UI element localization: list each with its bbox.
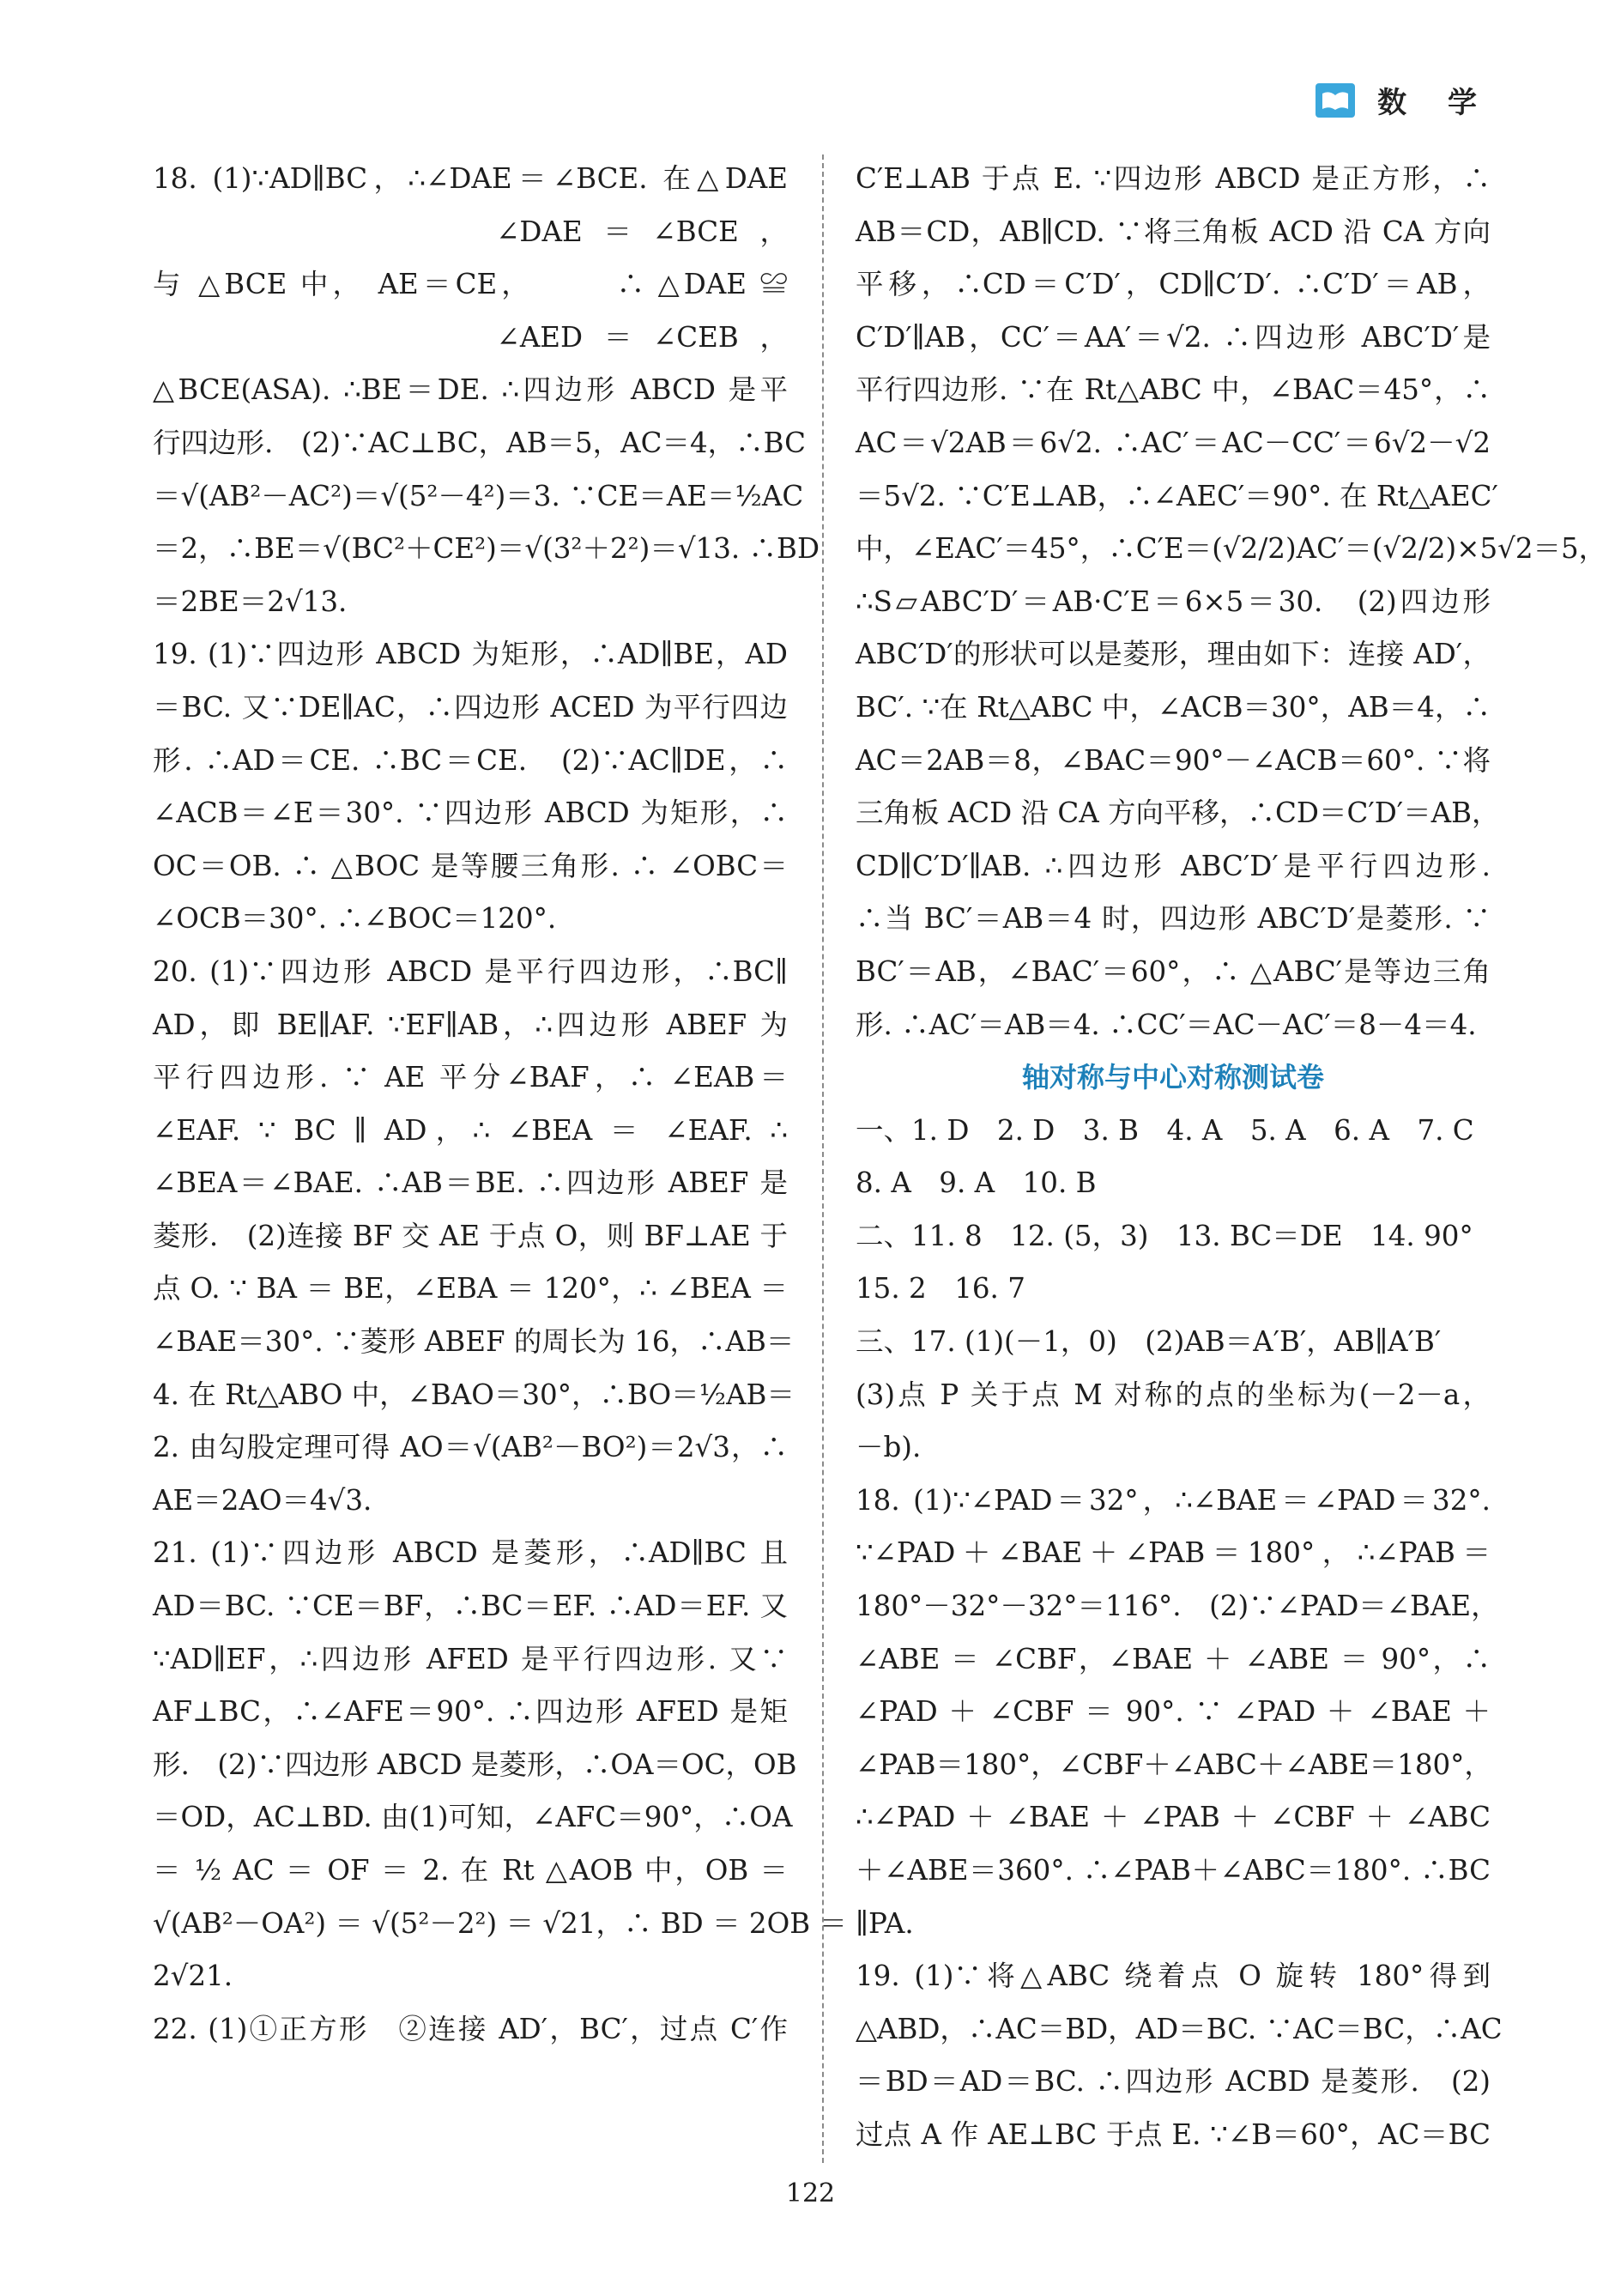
answer-line: ＝BC. 又∵DE∥AC，∴四边形 ACED 为平行四边 [153, 690, 788, 724]
answer-line: 与 △BCE 中， AE＝CE， ∴ △DAE ≌ [153, 268, 788, 301]
left-answer-column [153, 153, 847, 2056]
answer-line: 行四边形. (2)∵AC⊥BC，AB＝5，AC＝4，∴BC [153, 426, 807, 459]
answer-line: ∵∠PAD＋∠BAE＋∠PAB＝180°，∴∠PAB＝ [856, 1536, 1491, 1570]
answer-line: ＝√(AB²－AC²)＝√(5²－4²)＝3. ∵CE＝AE＝½AC [153, 479, 804, 512]
answer-line: ∵AD∥EF，∴四边形 AFED 是平行四边形. 又∵ [153, 1642, 788, 1675]
answer-line: 过点 A 作 AE⊥BC 于点 E. ∵∠B＝60°，AC＝BC [856, 2117, 1491, 2151]
answer-line: √(AB²－OA²) ＝ √(5²－2²) ＝ √21，∴ BD ＝ 2OB ＝ [153, 1906, 847, 1940]
answer-line: 点 O. ∵ BA ＝ BE，∠EBA ＝ 120°，∴ ∠BEA ＝ [153, 1272, 788, 1306]
answer-line: C′E⊥AB 于点 E. ∵四边形 ABCD 是正方形，∴ [856, 162, 1491, 195]
answer-line: 形. ∴AD＝CE. ∴BC＝CE. (2)∵AC∥DE，∴ [153, 743, 788, 777]
answer-line: ∴∠PAD＋∠BAE＋∠PAB＋∠CBF＋∠ABC [856, 1801, 1491, 1834]
book-logo-icon [1316, 83, 1355, 118]
answer-line: AD＝BC. ∵CE＝BF，∴BC＝EF. ∴AD＝EF. 又 [153, 1590, 788, 1623]
answer-line: 20. (1)∵四边形 ABCD 是平行四边形，∴BC∥ [153, 954, 788, 988]
page-header [1316, 79, 1492, 121]
answer-line: 8. A 9. A 10. B [856, 1166, 1097, 1200]
answer-line: ∠PAD ＋ ∠CBF ＝ 90°. ∵ ∠PAD ＋ ∠BAE ＋ [856, 1695, 1491, 1729]
answer-line: ∠DAE＝∠BCE， [153, 215, 788, 248]
answer-line: 菱形. (2)连接 BF 交 AE 于点 O，则 BF⊥AE 于 [153, 1219, 788, 1252]
answer-line: 二、11. 8 12. (5，3) 13. BC＝DE 14. 90° [856, 1219, 1473, 1252]
answer-line: ＝2BE＝2√13. [153, 585, 348, 618]
answer-line: ∠BAE＝30°. ∵菱形 ABEF 的周长为 16，∴AB＝ [153, 1325, 795, 1359]
answer-line: AF⊥BC，∴∠AFE＝90°. ∴四边形 AFED 是矩 [153, 1695, 788, 1729]
answer-line: AC＝2AB＝8，∠BAC＝90°－∠ACB＝60°. ∵将 [856, 743, 1491, 777]
answer-line: 形. (2)∵四边形 ABCD 是菱形，∴OA＝OC，OB [153, 1748, 797, 1781]
answer-line: 18. (1)∵∠PAD＝32°，∴∠BAE＝∠PAD＝32°. [856, 1483, 1491, 1517]
answer-line: AC＝√2AB＝6√2. ∴AC′＝AC－CC′＝6√2－√2 [856, 426, 1491, 459]
right-answer-column [856, 153, 1607, 2162]
answer-line: ＝BD＝AD＝BC. ∴四边形 ACBD 是菱形. (2) [856, 2065, 1491, 2099]
answer-line: ABC′D′的形状可以是菱形，理由如下：连接 AD′， [856, 638, 1491, 671]
answer-line: (3)点 P 关于点 M 对称的点的坐标为(－2－a， [856, 1378, 1491, 1411]
answer-line: ＝2，∴BE＝√(BC²＋CE²)＝√(3²＋2²)＝√13. ∴BD [153, 532, 820, 566]
answer-line: 平行四边形. ∵在 Rt△ABC 中，∠BAC＝45°，∴ [856, 373, 1491, 407]
answer-line: △ABD，∴AC＝BD，AD＝BC. ∵AC＝BC，∴AC [856, 2012, 1503, 2045]
answer-line: C′D′∥AB，CC′＝AA′＝√2. ∴四边形 ABC′D′是 [856, 320, 1491, 354]
answer-line: 180°－32°－32°＝116°. (2)∵∠PAD＝∠BAE， [856, 1590, 1499, 1623]
answer-line: 19. (1)∵将△ABC 绕着点 O 旋转 180°得到 [856, 1960, 1491, 1993]
answer-line: 2√21. [153, 1960, 233, 1993]
answer-line: ∥PA. [856, 1906, 914, 1940]
answer-line: ∠EAF. ∵ BC ∥ AD，∴ ∠BEA ＝ ∠EAF. ∴ [153, 1113, 788, 1147]
answer-line: ＝ ½ AC ＝ OF ＝ 2. 在 Rt △AOB 中，OB ＝ [153, 1854, 788, 1887]
answer-line: AB＝CD，AB∥CD. ∵将三角板 ACD 沿 CA 方向 [856, 215, 1491, 248]
answer-line: 22. (1)①正方形 ②连接 AD′，BC′，过点 C′作 [153, 2012, 788, 2045]
subject-title: 数 学 [1377, 86, 1492, 120]
answer-line: ∠AED＝∠CEB， [153, 320, 788, 354]
answer-line: 形. ∴AC′＝AB＝4. ∴CC′＝AC－AC′＝8－4＝4. [856, 1008, 1477, 1041]
answer-line: 三、17. (1)(－1，0) (2)AB＝A′B′，AB∥A′B′ [856, 1325, 1442, 1359]
page-number: 122 [785, 2178, 836, 2208]
column-divider [822, 154, 824, 2163]
answer-line: ∴当 BC′＝AB＝4 时，四边形 ABC′D′是菱形. ∵ [856, 902, 1491, 936]
answer-line: 15. 2 16. 7 [856, 1272, 1025, 1306]
answer-line: 4. 在 Rt△ABO 中，∠BAO＝30°，∴BO＝½AB＝ [153, 1378, 795, 1411]
answer-line: 2. 由勾股定理可得 AO＝√(AB²－BO²)＝2√3，∴ [153, 1431, 788, 1464]
answer-line: ∠ABE ＝ ∠CBF，∠BAE ＋ ∠ABE ＝ 90°，∴ [856, 1642, 1491, 1675]
answer-line: △BCE(ASA). ∴BE＝DE. ∴四边形 ABCD 是平 [153, 373, 788, 407]
answer-line: ∠BEA＝∠BAE. ∴AB＝BE. ∴四边形 ABEF 是 [153, 1166, 788, 1200]
answer-line: 18. (1)∵AD∥BC，∴∠DAE＝∠BCE. 在△DAE [153, 162, 788, 195]
answer-line: 19. (1)∵四边形 ABCD 为矩形，∴AD∥BE，AD [153, 638, 788, 671]
answer-line: OC＝OB. ∴ △BOC 是等腰三角形. ∴ ∠OBC＝ [153, 849, 788, 882]
answer-line: CD∥C′D′∥AB. ∴四边形 ABC′D′是平行四边形. [856, 849, 1491, 882]
answer-line: 平移，∴CD＝C′D′，CD∥C′D′. ∴C′D′＝AB， [856, 268, 1491, 301]
answer-line: －b). [856, 1431, 922, 1464]
answer-line: ∴S▱ABC′D′＝AB·C′E＝6×5＝30. (2)四边形 [856, 585, 1491, 618]
answer-line: AE＝2AO＝4√3. [153, 1483, 372, 1517]
answer-line: 平行四边形. ∵ AE 平分∠BAF，∴ ∠EAB＝ [153, 1061, 788, 1094]
answer-line: AD，即 BE∥AF. ∵EF∥AB，∴四边形 ABEF 为 [153, 1008, 788, 1041]
answer-line: 中，∠EAC′＝45°，∴C′E＝(√2/2)AC′＝(√2/2)×5√2＝5， [856, 532, 1607, 566]
answer-line: BC′＝AB，∠BAC′＝60°，∴ △ABC′是等边三角 [856, 954, 1491, 988]
answer-line: BC′. ∵在 Rt△ABC 中，∠ACB＝30°，AB＝4，∴ [856, 690, 1491, 724]
answer-line: ＝5√2. ∵C′E⊥AB，∴∠AEC′＝90°. 在 Rt△AEC′ [856, 479, 1498, 512]
answer-line: ∠PAB＝180°，∠CBF＋∠ABC＋∠ABE＝180°， [856, 1748, 1492, 1781]
answer-line: 一、1. D 2. D 3. B 4. A 5. A 6. A 7. C [856, 1113, 1474, 1147]
answer-line: 21. (1)∵四边形 ABCD 是菱形，∴AD∥BC 且 [153, 1536, 788, 1570]
section-title: 轴对称与中心对称测试卷 [1021, 1061, 1324, 1094]
answer-line: ∠ACB＝∠E＝30°. ∵四边形 ABCD 为矩形，∴ [153, 797, 788, 830]
answer-line: ∠OCB＝30°. ∴∠BOC＝120°. [153, 902, 557, 936]
answer-line: ＝OD，AC⊥BD. 由(1)可知，∠AFC＝90°，∴OA [153, 1801, 793, 1834]
answer-line: 三角板 ACD 沿 CA 方向平移，∴CD＝C′D′＝AB， [856, 797, 1500, 830]
answer-line: ＋∠ABE＝360°. ∴∠PAB＋∠ABC＝180°. ∴BC [856, 1854, 1491, 1887]
